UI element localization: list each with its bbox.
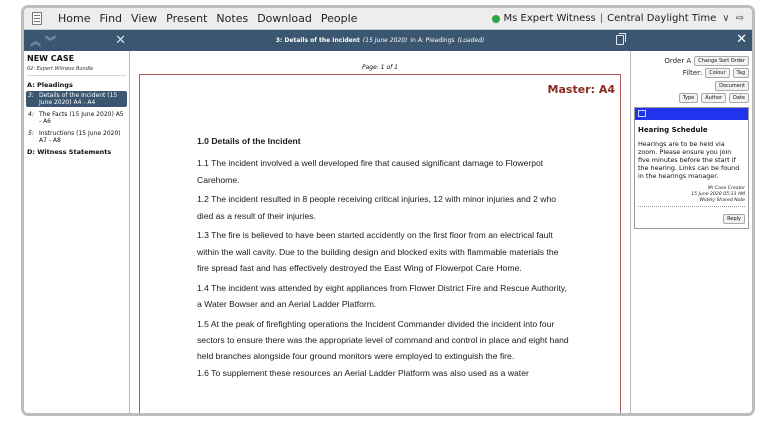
document-section: in A: Pleadings: [410, 37, 455, 44]
filter-author-button[interactable]: Author: [701, 93, 726, 103]
paragraph-1-5: 1.5 At the peak of firefighting operations the Incident Commander divided the incident into four sectors to ensure there was the appropriate level of command and control in place and eight hand held branches alongside four ground monitors were employed to extinguish the fire.: [197, 318, 569, 361]
bundle-name[interactable]: 02: Expert Witness Bundle: [27, 66, 126, 76]
filter-row-3: [676, 93, 749, 103]
section-heading: 1.0 Details of the Incident: [197, 136, 301, 146]
doc-number: 5:: [28, 130, 34, 137]
doc-number: 4:: [28, 111, 34, 118]
menu-download[interactable]: Download: [257, 12, 312, 25]
app-logo-icon: [32, 12, 42, 25]
menu-view[interactable]: View: [131, 12, 158, 25]
filter-document-button[interactable]: Document: [715, 81, 749, 91]
case-title: NEW CASE: [27, 54, 75, 63]
filter-row: [683, 68, 749, 78]
note-icon[interactable]: [638, 110, 646, 117]
menu-people[interactable]: People: [320, 12, 358, 25]
chevron-down-icon[interactable]: ∨: [722, 13, 730, 24]
logout-icon[interactable]: ⇨: [735, 13, 744, 24]
menu-home[interactable]: Home: [58, 12, 91, 25]
filter-colour-button[interactable]: Colour: [705, 68, 729, 78]
close-icon[interactable]: ✕: [115, 33, 126, 48]
bundle-index: [24, 51, 130, 413]
doc-number: 3:: [28, 92, 34, 99]
app-window: [24, 8, 752, 413]
left-panel-header: [24, 30, 130, 51]
change-sort-order-button[interactable]: Change Sort Order: [694, 56, 749, 66]
paragraph-1-6: 1.6 To supplement these resources an Aerial Ladder Platform was also used as a water: [197, 367, 529, 378]
doc-item-instructions[interactable]: [26, 129, 127, 145]
user-name[interactable]: Ms Expert Witness: [503, 13, 596, 24]
menu-notes[interactable]: Notes: [216, 12, 249, 25]
filter-date-button[interactable]: Date: [729, 93, 749, 103]
sort-row: [664, 56, 749, 66]
filter-row-2: [712, 81, 749, 91]
note-colour-bar: [635, 108, 748, 120]
collapse-up-icon[interactable]: ︽: [30, 34, 41, 48]
document-page[interactable]: [139, 74, 621, 413]
note-title: Hearing Schedule: [638, 126, 708, 134]
page-content: [197, 136, 572, 382]
document-status: (Loaded): [457, 37, 485, 44]
doc-label: Instructions (15 June 2020) A7 - A8: [39, 130, 121, 144]
note-meta: [638, 186, 745, 204]
section-witness-statements[interactable]: D: Witness Statements: [27, 148, 112, 156]
timezone-label[interactable]: Central Daylight Time: [607, 13, 717, 24]
section-pleadings[interactable]: A: Pleadings: [27, 81, 73, 89]
notes-panel-header: [630, 30, 752, 51]
filter-tag-button[interactable]: Tag: [733, 68, 749, 78]
paragraph-1-3: 1.3 The fire is believed to have been started accidently on the first floor from an electrical fault within the wall cavity. Due to the building design and blocked exits with flammable materials the fire spread fast and has effectively destroyed the East Wing of Flowerpot Care Home.: [197, 230, 559, 273]
online-status-icon: [492, 15, 500, 23]
master-page-label: Master: A4: [547, 83, 615, 96]
notes-panel: [630, 51, 752, 413]
doc-item-details-of-incident[interactable]: [26, 91, 127, 107]
menu-present[interactable]: Present: [166, 12, 208, 25]
note-timestamp: 15 June 2020 05:13 AM: [691, 192, 745, 197]
menu-bar: [24, 8, 752, 30]
note-card[interactable]: [634, 107, 749, 229]
viewer-header: [130, 30, 630, 51]
sort-order-label: Order A: [664, 57, 692, 65]
paragraph-1-4: 1.4 The incident was attended by eight appliances from Flower District Fire and Rescue Authority, a Water Bowser and an Aerial Ladder Platform.: [197, 282, 567, 309]
close-icon[interactable]: ✕: [736, 32, 747, 47]
user-area: [492, 13, 745, 24]
paragraph-1-2: 1.2 The incident resulted in 8 people receiving critical injuries, 12 with minor injuries and 2 who died as a result of their injuries.: [197, 194, 557, 221]
menu-separator: |: [599, 13, 604, 24]
doc-label: Details of the Incident (15 June 2020) A4 - A4: [39, 92, 118, 106]
note-text: Hearings are to be held via zoom. Please ensure you join five minutes before the start if the hearing. Links can be found in the hearings manager.: [638, 140, 740, 180]
page-indicator: Page: 1 of 1: [362, 64, 398, 71]
paragraph-1-1: 1.1 The incident involved a well developed fire that caused significant damage to Flowerpot Carehome.: [197, 158, 544, 185]
note-author: Mr Case Creator: [707, 186, 745, 191]
filter-label: Filter:: [682, 69, 703, 77]
document-viewer[interactable]: [130, 51, 630, 413]
note-divider: [638, 206, 745, 207]
expand-down-icon[interactable]: ︾: [45, 34, 56, 48]
document-title: 3: Details of the Incident: [275, 37, 360, 44]
document-date: (15 June 2020): [362, 37, 408, 44]
copy-icon[interactable]: [616, 35, 624, 45]
doc-label: The Facts (15 June 2020) A5 - A6: [39, 111, 124, 125]
menu-find[interactable]: Find: [99, 12, 123, 25]
doc-item-the-facts[interactable]: [26, 110, 127, 126]
filter-type-button[interactable]: Type: [679, 93, 698, 103]
reply-button[interactable]: Reply: [723, 214, 745, 224]
note-visibility: Widely Shared Note: [699, 198, 745, 203]
